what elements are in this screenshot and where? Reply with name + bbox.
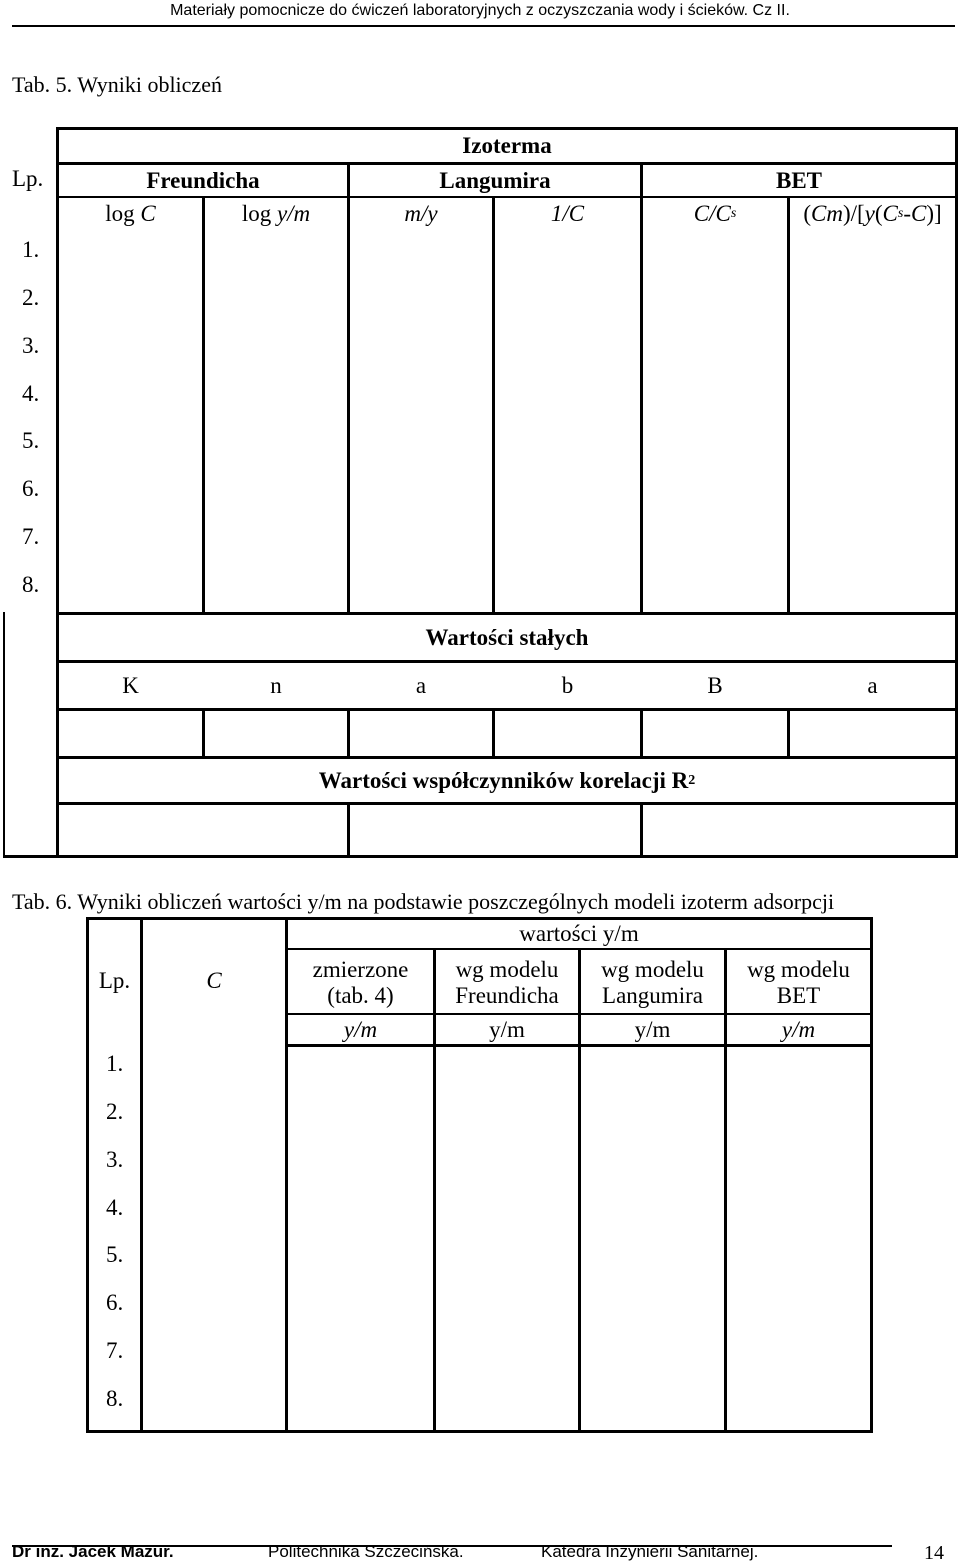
running-header: Materiały pomocnicze do ćwiczeń laboratoryjnych z oczyszczania wody i ścieków. Cz II. <box>170 2 790 19</box>
izoterma-title: Izoterma <box>462 133 552 158</box>
constant-b: b <box>561 672 574 698</box>
group-langumira: Langumira <box>439 167 551 193</box>
footer-department: Katedra Inżynierii Sanitarnej. <box>541 1542 759 1561</box>
tab5-caption: Tab. 5. Wyniki obliczeń <box>12 72 222 97</box>
footer-university: Politechnika Szczecińska. <box>268 1542 464 1561</box>
constant-n: n <box>270 672 282 698</box>
tab6-row-number: 6. <box>106 1290 124 1315</box>
tab6-c-header: C <box>206 968 222 993</box>
tab5-row-number: 5. <box>22 428 40 453</box>
tab6-row-number: 7. <box>106 1338 124 1363</box>
col-measured: zmierzone (tab. 4) <box>312 957 409 1008</box>
col-log-ym: log y/m <box>241 201 311 226</box>
tab6-row-number: 4. <box>106 1195 124 1220</box>
col-ccs: C/C s <box>693 201 737 226</box>
tab5-row-number: 7. <box>22 524 40 549</box>
group-freundicha: Freundicha <box>146 167 260 193</box>
col-bet-formula: ( Cm )/[ y ( C s - C )] <box>803 201 942 226</box>
r2-title: Wartości współczynników korelacji R 2 <box>318 767 696 793</box>
header-rule <box>12 25 955 27</box>
col-freundicha: wg modelu Freundicha <box>455 957 559 1008</box>
unit-langumira: y/m <box>634 1016 671 1042</box>
unit-bet: y/m <box>781 1016 816 1042</box>
tab5-row-number: 1. <box>22 237 40 262</box>
col-my: m/y <box>404 201 438 226</box>
tab6-row-number: 5. <box>106 1242 124 1267</box>
tab6-row-number: 2. <box>106 1099 124 1124</box>
values-title: wartości y/m <box>519 921 639 946</box>
constants-title: Wartości stałych <box>425 624 589 650</box>
tab5-lp-header: Lp. <box>12 166 44 191</box>
tab6-row-number: 1. <box>106 1051 124 1076</box>
constant-a-bet: a <box>867 672 878 698</box>
tab6-lp-header: Lp. <box>98 968 131 993</box>
tab5-row-number: 2. <box>22 285 40 310</box>
constant-a: a <box>415 672 427 698</box>
page-number: 14 <box>924 1542 944 1564</box>
constant-B: B <box>707 672 723 698</box>
constant-k: K <box>122 672 139 698</box>
tab6-row-number: 3. <box>106 1147 124 1172</box>
unit-freundicha: y/m <box>489 1016 525 1042</box>
tab5-row-number: 6. <box>22 476 40 501</box>
footer-author: Dr inż. Jacek Mazur. <box>12 1542 174 1561</box>
col-langumira: wg modelu Langumira <box>601 957 704 1008</box>
unit-measured: y/m <box>343 1016 378 1042</box>
tab6-row-number: 8. <box>106 1386 124 1411</box>
col-1c: 1/C <box>550 201 585 226</box>
tab5-row-number: 8. <box>22 572 40 597</box>
tab6-caption: Tab. 6. Wyniki obliczeń wartości y/m na podstawie poszczególnych modeli izoterm adsorpcji <box>12 889 835 914</box>
group-bet: BET <box>775 167 823 193</box>
col-bet: wg modelu BET <box>747 957 850 1008</box>
tab5-row-number: 4. <box>22 381 40 406</box>
tab5-row-number: 3. <box>22 333 40 358</box>
col-log-c: log C <box>105 201 156 226</box>
